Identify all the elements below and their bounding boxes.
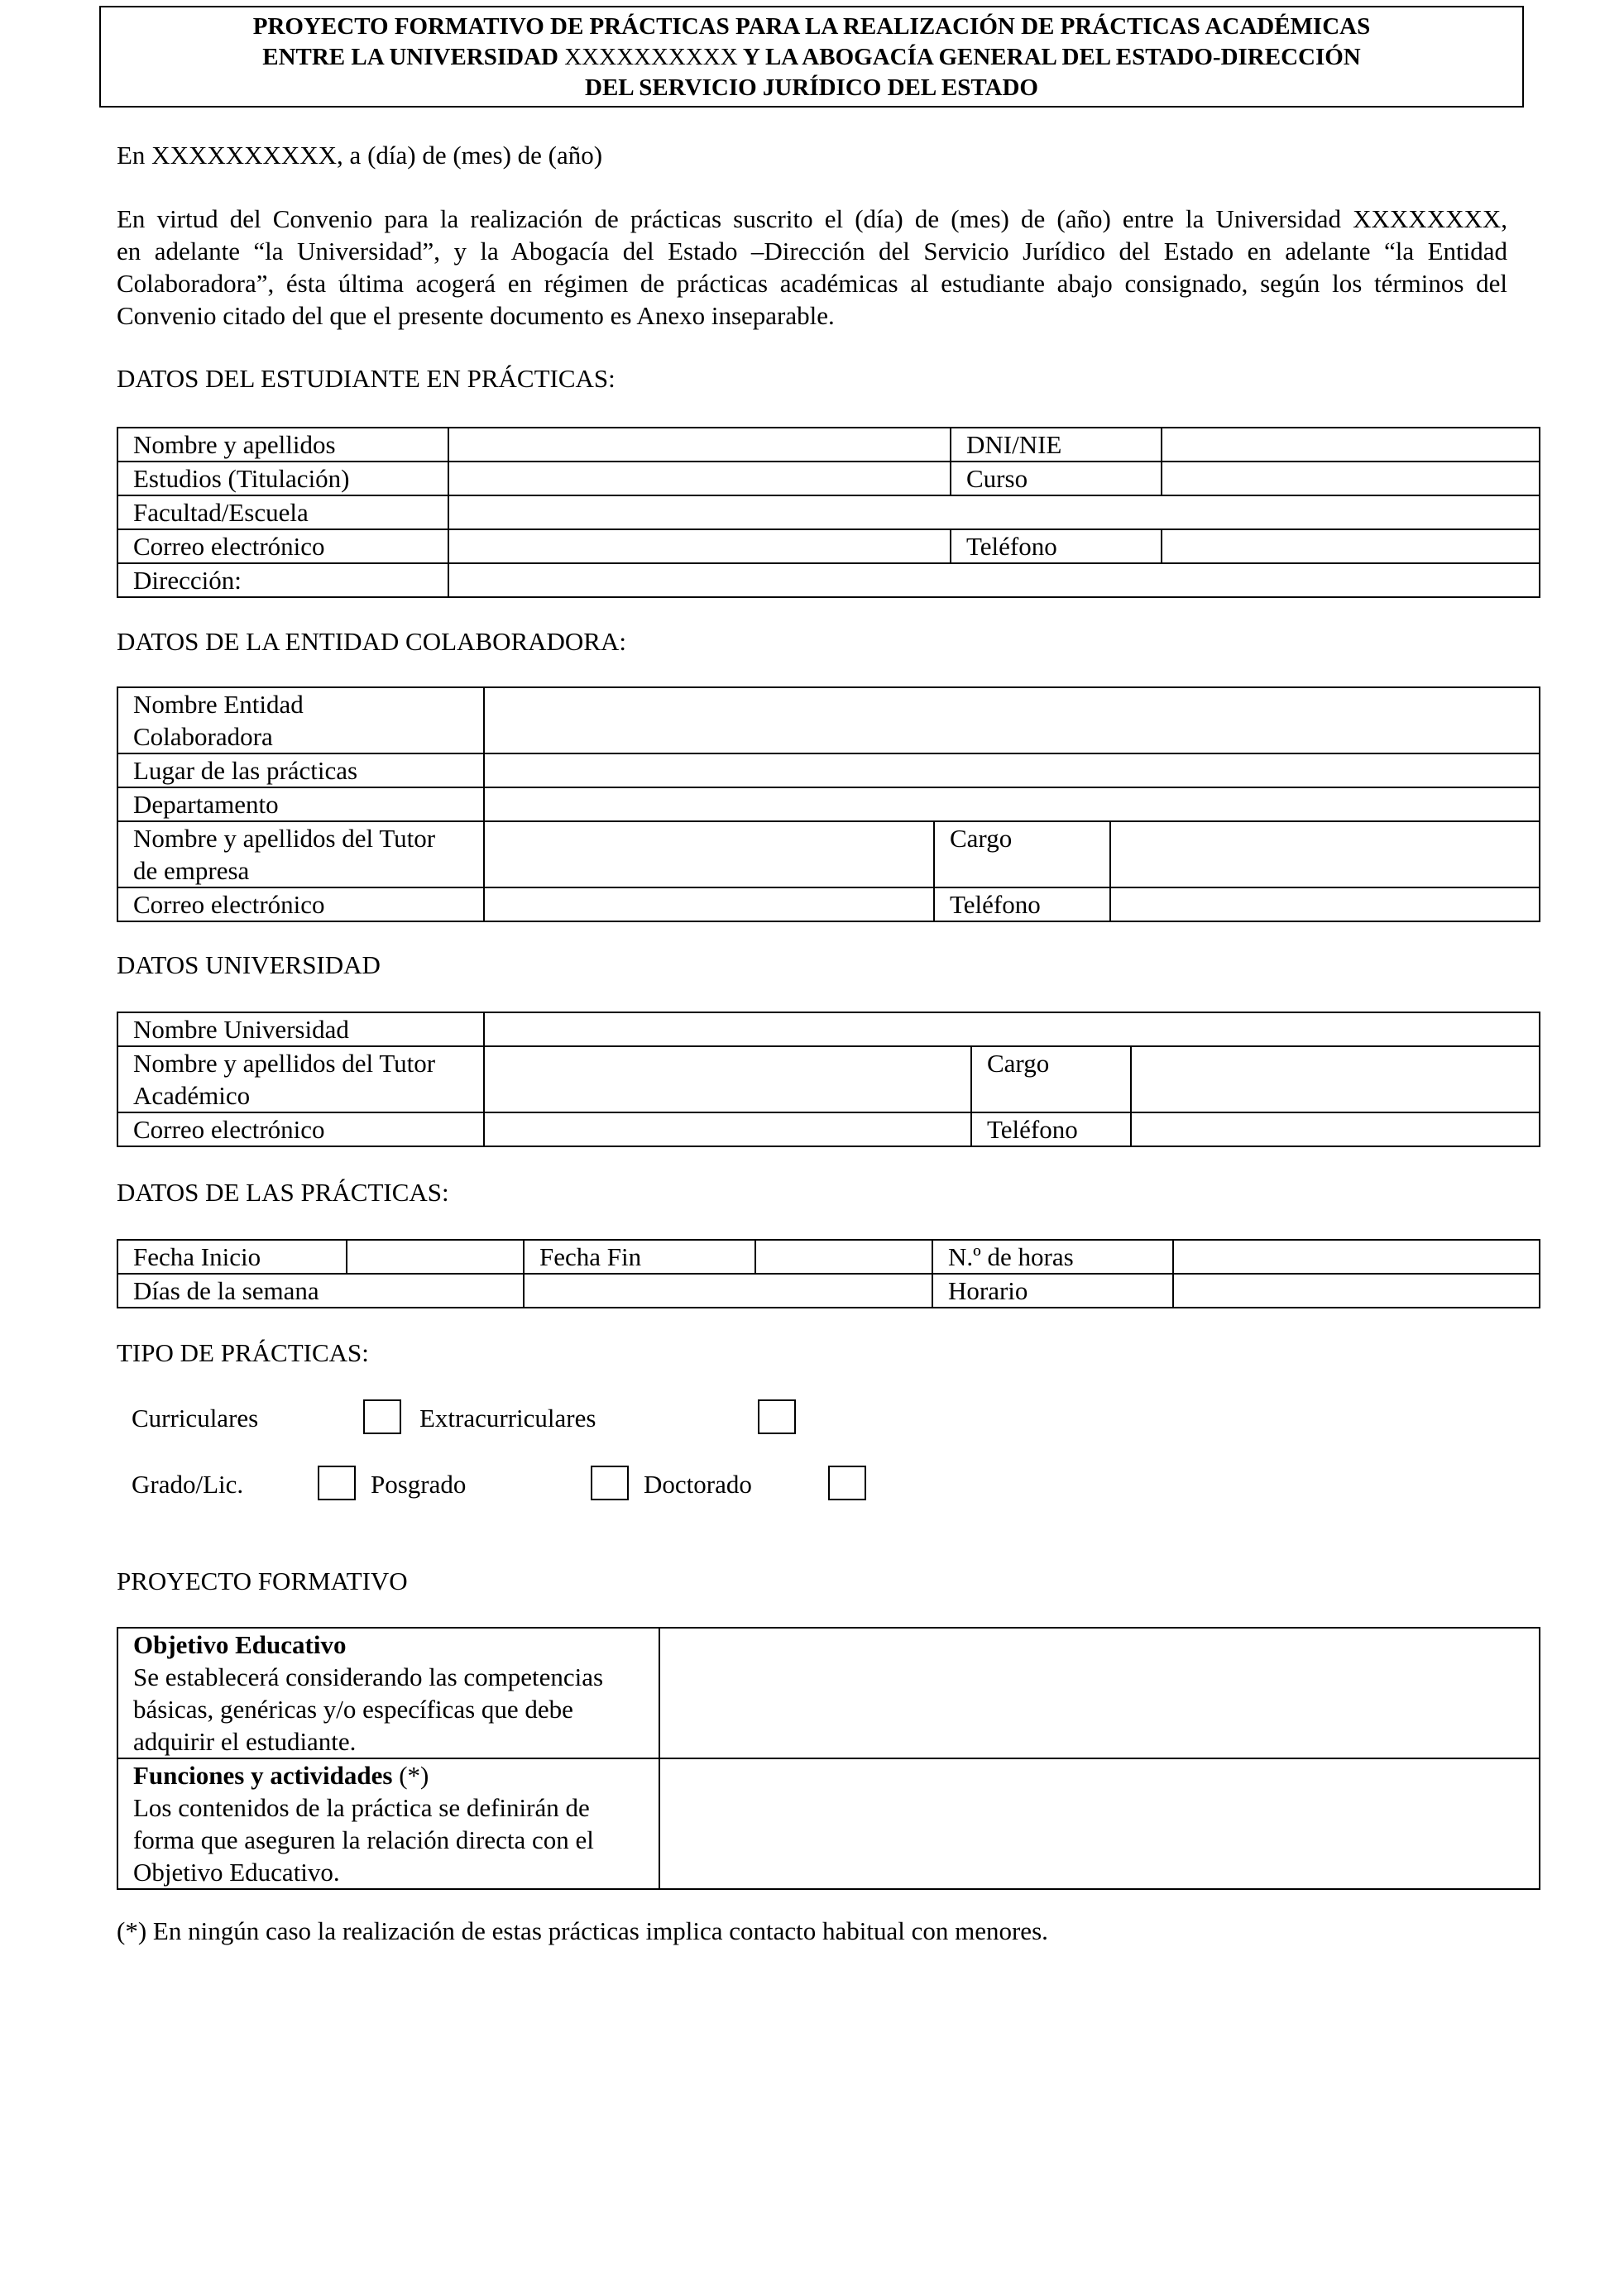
entity-position-field[interactable] (1110, 821, 1540, 887)
university-position-label: Cargo (971, 1046, 1131, 1112)
title-line-3: DEL SERVICIO JURÍDICO DEL ESTADO (585, 74, 1038, 101)
project-heading: PROYECTO FORMATIVO (117, 1567, 408, 1595)
hours-label: N.º de horas (932, 1240, 1173, 1274)
postgrad-label: Posgrado (371, 1470, 467, 1499)
functions-footnote-mark: (*) (392, 1761, 429, 1790)
objective-description: Se establecerá considerando las competencias básicas, genéricas y/o específicas que debe adquirir el estudiante. (133, 1662, 604, 1756)
university-phone-label: Teléfono (971, 1112, 1131, 1146)
functions-cell (117, 1758, 659, 1889)
entity-tutor-field[interactable] (484, 821, 934, 887)
end-date-label: Fecha Fin (524, 1240, 755, 1274)
place-date: En XXXXXXXXXX, a (día) de (mes) de (año) (117, 141, 603, 170)
start-date-field[interactable] (347, 1240, 524, 1274)
university-position-field[interactable] (1131, 1046, 1540, 1112)
document-title (99, 6, 1524, 108)
postgrad-checkbox[interactable] (591, 1466, 629, 1500)
student-address-field[interactable] (448, 563, 1540, 597)
intro-line: Convenio citado del que el presente documento es Anexo inseparable. (117, 301, 835, 330)
entity-department-field[interactable] (484, 787, 1540, 821)
hours-field[interactable] (1173, 1240, 1540, 1274)
university-email-label: Correo electrónico (117, 1112, 484, 1146)
entity-heading: DATOS DE LA ENTIDAD COLABORADORA: (117, 627, 626, 656)
curricular-label: Curriculares (132, 1404, 259, 1433)
schedule-label: Horario (932, 1274, 1173, 1308)
entity-phone-label: Teléfono (934, 887, 1110, 921)
university-email-field[interactable] (484, 1112, 971, 1146)
student-name-field[interactable] (448, 428, 951, 462)
objective-title: Objetivo Educativo (133, 1630, 347, 1659)
entity-place-label: Lugar de las prácticas (117, 753, 484, 787)
entity-email-field[interactable] (484, 887, 934, 921)
student-course-label: Curso (951, 462, 1162, 495)
schedule-field[interactable] (1173, 1274, 1540, 1308)
entity-email-label: Correo electrónico (117, 887, 484, 921)
university-heading: DATOS UNIVERSIDAD (117, 950, 381, 979)
intro-line: En virtud del Convenio para la realización de prácticas suscrito el (día) de (mes) de (año) entre la Universidad XXXXXXXX, (117, 204, 1507, 233)
entity-department-label: Departamento (117, 787, 484, 821)
student-phone-field[interactable] (1162, 529, 1540, 563)
type-heading: TIPO DE PRÁCTICAS: (117, 1338, 369, 1367)
university-table (117, 1012, 1540, 1147)
project-table (117, 1627, 1540, 1890)
title-line-1: PROYECTO FORMATIVO DE PRÁCTICAS PARA LA REALIZACIÓN DE PRÁCTICAS ACADÉMICAS (252, 13, 1371, 40)
university-tutor-field[interactable] (484, 1046, 971, 1112)
student-phone-label: Teléfono (951, 529, 1162, 563)
internship-table (117, 1239, 1540, 1308)
footnote: (*) En ningún caso la realización de estas prácticas implica contacto habitual con menores. (117, 1916, 1048, 1945)
functions-title: Funciones y actividades (133, 1761, 393, 1790)
student-faculty-field[interactable] (448, 495, 1540, 529)
start-date-label: Fecha Inicio (117, 1240, 347, 1274)
university-tutor-label: Nombre y apellidos del Tutor Académico (117, 1046, 484, 1112)
objective-cell (117, 1628, 659, 1758)
student-name-label: Nombre y apellidos (117, 428, 448, 462)
entity-tutor-label: Nombre y apellidos del Tutor de empresa (117, 821, 484, 887)
extracurricular-checkbox[interactable] (758, 1399, 796, 1434)
intro-line: en adelante “la Universidad”, y la Abogacía del Estado –Dirección del Servicio Jurídico del Estado en adelante “la Entidad (117, 237, 1507, 265)
university-name-label: Nombre Universidad (117, 1012, 484, 1046)
university-phone-field[interactable] (1131, 1112, 1540, 1146)
title-university-placeholder: XXXXXXXXXX (564, 44, 738, 70)
functions-description: Los contenidos de la práctica se definirán de forma que aseguren la relación directa con el Objetivo Educativo. (133, 1793, 594, 1887)
title-line-2-start: ENTRE LA UNIVERSIDAD (262, 44, 565, 70)
weekdays-label: Días de la semana (117, 1274, 524, 1308)
functions-field[interactable] (659, 1758, 1540, 1889)
student-email-label: Correo electrónico (117, 529, 448, 563)
intro-line: Colaboradora”, ésta última acogerá en régimen de prácticas académicas al estudiante abajo consignado, según los términos del (117, 269, 1507, 298)
entity-place-field[interactable] (484, 753, 1540, 787)
end-date-field[interactable] (755, 1240, 932, 1274)
entity-position-label: Cargo (934, 821, 1110, 887)
weekdays-field[interactable] (524, 1274, 932, 1308)
entity-name-label: Nombre Entidad Colaboradora (117, 687, 484, 753)
student-faculty-label: Facultad/Escuela (117, 495, 448, 529)
intro-paragraph (117, 203, 1507, 332)
student-email-field[interactable] (448, 529, 951, 563)
student-studies-label: Estudios (Titulación) (117, 462, 448, 495)
entity-name-field[interactable] (484, 687, 1540, 753)
title-line-2 (101, 42, 1522, 73)
doctorate-label: Doctorado (644, 1470, 752, 1499)
student-course-field[interactable] (1162, 462, 1540, 495)
student-table (117, 427, 1540, 598)
entity-table (117, 686, 1540, 922)
student-heading: DATOS DEL ESTUDIANTE EN PRÁCTICAS: (117, 364, 616, 393)
student-studies-field[interactable] (448, 462, 951, 495)
degree-label: Grado/Lic. (132, 1470, 244, 1499)
student-dni-label: DNI/NIE (951, 428, 1162, 462)
student-dni-field[interactable] (1162, 428, 1540, 462)
title-line-2-end: Y LA ABOGACÍA GENERAL DEL ESTADO-DIRECCIÓN (737, 44, 1361, 70)
student-address-label: Dirección: (117, 563, 448, 597)
university-name-field[interactable] (484, 1012, 1540, 1046)
curricular-checkbox[interactable] (363, 1399, 401, 1434)
doctorate-checkbox[interactable] (828, 1466, 866, 1500)
extracurricular-label: Extracurriculares (419, 1404, 596, 1433)
degree-checkbox[interactable] (318, 1466, 356, 1500)
entity-phone-field[interactable] (1110, 887, 1540, 921)
internship-heading: DATOS DE LAS PRÁCTICAS: (117, 1178, 449, 1207)
objective-field[interactable] (659, 1628, 1540, 1758)
